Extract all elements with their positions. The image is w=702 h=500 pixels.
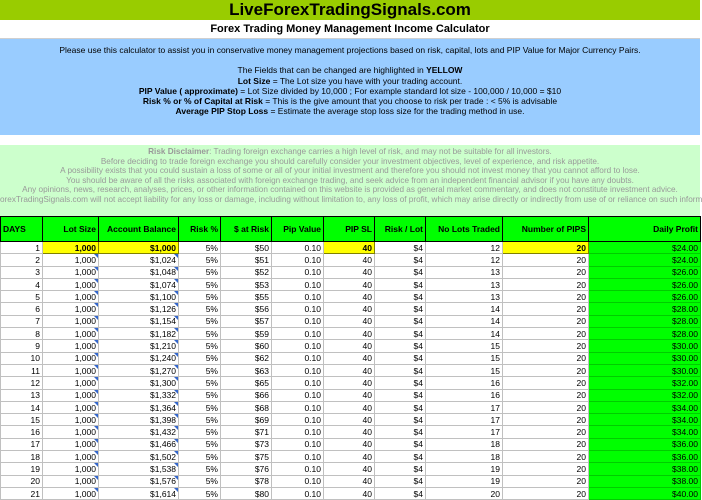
cell-dollars-at-risk: $56 bbox=[221, 303, 272, 315]
cell-dollars-at-risk: $68 bbox=[221, 401, 272, 413]
cell-dollars-at-risk: $51 bbox=[221, 254, 272, 266]
cell-account-balance: $1,240 bbox=[99, 352, 179, 364]
cell-number-of-pips: 20 bbox=[503, 254, 589, 266]
cell-daily-profit: $32.00 bbox=[589, 377, 701, 389]
cell-risk-per-lot: $4 bbox=[375, 475, 426, 487]
cell-number-of-pips: 20 bbox=[503, 377, 589, 389]
risk-explainer bbox=[0, 96, 700, 106]
cell-dollars-at-risk: $69 bbox=[221, 414, 272, 426]
disclaimer-line-3: A possibility exists that you could sustain a loss of some or all of your initial investment and therefore you should not invest money that you cannot afford to lose. bbox=[60, 166, 640, 176]
cell-risk-percent: 5% bbox=[179, 303, 221, 315]
cell-days: 15 bbox=[1, 414, 43, 426]
cell-account-balance: $1,126 bbox=[99, 303, 179, 315]
disclaimer-line-5: Any opinions, news, research, analyses, prices, or other information contained on this website is provided as general market commentary, and does not constitute investment advice. bbox=[22, 185, 678, 195]
cell-days: 2 bbox=[1, 254, 43, 266]
cell-risk-per-lot: $4 bbox=[375, 303, 426, 315]
cell-lots-traded: 16 bbox=[426, 389, 503, 401]
cell-number-of-pips: 20 bbox=[503, 291, 589, 303]
cell-days: 18 bbox=[1, 451, 43, 463]
table-row bbox=[1, 426, 701, 438]
cell-risk-per-lot: $4 bbox=[375, 414, 426, 426]
cell-dollars-at-risk: $73 bbox=[221, 438, 272, 450]
cell-account-balance: $1,182 bbox=[99, 328, 179, 340]
cell-lot-size: 1,000 bbox=[43, 266, 99, 278]
cell-pip-sl: 40 bbox=[324, 340, 375, 352]
cell-pip-value: 0.10 bbox=[272, 254, 324, 266]
cell-lot-size[interactable]: 1,000 bbox=[43, 242, 99, 254]
cell-number-of-pips: 20 bbox=[503, 266, 589, 278]
cell-pip-sl: 40 bbox=[324, 278, 375, 290]
header-days: DAYS bbox=[1, 217, 43, 242]
cell-account-balance: $1,048 bbox=[99, 266, 179, 278]
cell-dollars-at-risk: $66 bbox=[221, 389, 272, 401]
cell-risk-percent: 5% bbox=[179, 364, 221, 376]
cell-daily-profit: $34.00 bbox=[589, 401, 701, 413]
cell-account-balance: $1,210 bbox=[99, 340, 179, 352]
cell-risk-per-lot: $4 bbox=[375, 438, 426, 450]
cell-account-balance: $1,074 bbox=[99, 278, 179, 290]
cell-account-balance: $1,576 bbox=[99, 475, 179, 487]
cell-dollars-at-risk: $78 bbox=[221, 475, 272, 487]
table-row bbox=[1, 352, 701, 364]
cell-account-balance: $1,364 bbox=[99, 401, 179, 413]
cell-pip-sl: 40 bbox=[324, 254, 375, 266]
cell-daily-profit: $26.00 bbox=[589, 278, 701, 290]
cell-pip-sl: 40 bbox=[324, 487, 375, 499]
cell-days: 8 bbox=[1, 328, 43, 340]
cell-days: 19 bbox=[1, 463, 43, 475]
cell-lot-size: 1,000 bbox=[43, 315, 99, 327]
cell-lot-size: 1,000 bbox=[43, 377, 99, 389]
cell-daily-profit: $34.00 bbox=[589, 414, 701, 426]
cell-risk-percent: 5% bbox=[179, 278, 221, 290]
cell-pip-sl: 40 bbox=[324, 426, 375, 438]
cell-pip-sl: 40 bbox=[324, 291, 375, 303]
cell-days: 17 bbox=[1, 438, 43, 450]
table-row bbox=[1, 463, 701, 475]
cell-risk-percent: 5% bbox=[179, 340, 221, 352]
cell-account-balance: $1,300 bbox=[99, 377, 179, 389]
cell-dollars-at-risk: $76 bbox=[221, 463, 272, 475]
cell-risk-percent: 5% bbox=[179, 291, 221, 303]
cell-risk-percent: 5% bbox=[179, 266, 221, 278]
cell-pip-value: 0.10 bbox=[272, 278, 324, 290]
cell-risk-per-lot: $4 bbox=[375, 487, 426, 499]
table-row bbox=[1, 377, 701, 389]
table-row bbox=[1, 401, 701, 413]
cell-pip-value: 0.10 bbox=[272, 266, 324, 278]
cell-account-balance: $1,466 bbox=[99, 438, 179, 450]
cell-number-of-pips[interactable]: 20 bbox=[503, 242, 589, 254]
disclaimer-line-2: Before deciding to trade foreign exchange you should carefully consider your investment objectives, level of experience, and risk appetite. bbox=[100, 156, 600, 166]
cell-lot-size: 1,000 bbox=[43, 487, 99, 499]
cell-daily-profit: $24.00 bbox=[589, 254, 701, 266]
cell-lots-traded: 20 bbox=[426, 487, 503, 499]
stop-loss-explainer bbox=[0, 106, 700, 116]
site-title: LiveForexTradingSignals.com bbox=[229, 0, 471, 19]
cell-number-of-pips: 20 bbox=[503, 487, 589, 499]
cell-number-of-pips: 20 bbox=[503, 303, 589, 315]
cell-lot-size: 1,000 bbox=[43, 291, 99, 303]
cell-number-of-pips: 20 bbox=[503, 328, 589, 340]
cell-number-of-pips: 20 bbox=[503, 389, 589, 401]
table-row bbox=[1, 303, 701, 315]
cell-pip-value: 0.10 bbox=[272, 463, 324, 475]
cell-dollars-at-risk: $55 bbox=[221, 291, 272, 303]
cell-account-balance: $1,154 bbox=[99, 315, 179, 327]
cell-lots-traded: 15 bbox=[426, 340, 503, 352]
cell-number-of-pips: 20 bbox=[503, 451, 589, 463]
header-pip-value: Pip Value bbox=[272, 217, 324, 242]
cell-lots-traded: 17 bbox=[426, 414, 503, 426]
cell-risk-percent: 5% bbox=[179, 328, 221, 340]
cell-daily-profit: $30.00 bbox=[589, 340, 701, 352]
cell-pip-value: 0.10 bbox=[272, 426, 324, 438]
cell-pip-sl: 40 bbox=[324, 463, 375, 475]
table-row bbox=[1, 291, 701, 303]
cell-risk-percent: 5% bbox=[179, 438, 221, 450]
cell-dollars-at-risk: $50 bbox=[221, 242, 272, 254]
cell-number-of-pips: 20 bbox=[503, 475, 589, 487]
lot-size-label: Lot Size bbox=[237, 75, 271, 86]
cell-daily-profit: $30.00 bbox=[589, 352, 701, 364]
cell-days: 9 bbox=[1, 340, 43, 352]
cell-lot-size: 1,000 bbox=[43, 475, 99, 487]
cell-risk-per-lot: $4 bbox=[375, 278, 426, 290]
cell-days: 11 bbox=[1, 364, 43, 376]
cell-risk-per-lot: $4 bbox=[375, 426, 426, 438]
cell-risk-per-lot: $4 bbox=[375, 463, 426, 475]
cell-risk-per-lot: $4 bbox=[375, 377, 426, 389]
cell-risk-per-lot: $4 bbox=[375, 328, 426, 340]
cell-number-of-pips: 20 bbox=[503, 426, 589, 438]
cell-lot-size: 1,000 bbox=[43, 303, 99, 315]
cell-risk-per-lot: $4 bbox=[375, 401, 426, 413]
cell-pip-value: 0.10 bbox=[272, 340, 324, 352]
calculator-title-bar bbox=[0, 20, 700, 39]
risk-text: = This is the give amount that you choose to risk per trade : < 5% is advisable bbox=[262, 96, 558, 107]
cell-pip-sl: 40 bbox=[324, 389, 375, 401]
header-number-of-pips: Number of PIPS bbox=[503, 217, 589, 242]
table-row bbox=[1, 414, 701, 426]
cell-pip-sl: 40 bbox=[324, 438, 375, 450]
cell-account-balance: $1,398 bbox=[99, 414, 179, 426]
section-spacer bbox=[0, 135, 700, 145]
cell-pip-value: 0.10 bbox=[272, 438, 324, 450]
cell-risk-per-lot: $4 bbox=[375, 242, 426, 254]
cell-dollars-at-risk: $75 bbox=[221, 451, 272, 463]
cell-dollars-at-risk: $80 bbox=[221, 487, 272, 499]
cell-account-balance: $1,332 bbox=[99, 389, 179, 401]
cell-daily-profit: $34.00 bbox=[589, 426, 701, 438]
cell-lots-traded: 12 bbox=[426, 242, 503, 254]
pip-value-label: PIP Value ( approximate) bbox=[138, 85, 238, 96]
info-panel bbox=[0, 39, 700, 135]
cell-dollars-at-risk: $63 bbox=[221, 364, 272, 376]
cell-number-of-pips: 20 bbox=[503, 438, 589, 450]
cell-days: 1 bbox=[1, 242, 43, 254]
cell-lots-traded: 17 bbox=[426, 426, 503, 438]
cell-days: 6 bbox=[1, 303, 43, 315]
cell-days: 4 bbox=[1, 278, 43, 290]
fields-note bbox=[0, 65, 700, 75]
header-pip-sl: PIP SL bbox=[324, 217, 375, 242]
cell-pip-value: 0.10 bbox=[272, 414, 324, 426]
cell-daily-profit: $38.00 bbox=[589, 463, 701, 475]
site-title-banner bbox=[0, 0, 700, 20]
cell-risk-per-lot: $4 bbox=[375, 364, 426, 376]
cell-daily-profit: $28.00 bbox=[589, 328, 701, 340]
table-row bbox=[1, 278, 701, 290]
info-intro: Please use this calculator to assist you in conservative money management projections based on risk, capital, lots and PIP Value for Major Currency Pairs. bbox=[59, 45, 641, 55]
cell-lots-traded: 17 bbox=[426, 401, 503, 413]
cell-daily-profit: $36.00 bbox=[589, 438, 701, 450]
cell-pip-sl: 40 bbox=[324, 328, 375, 340]
cell-pip-sl: 40 bbox=[324, 364, 375, 376]
cell-risk-per-lot: $4 bbox=[375, 266, 426, 278]
calculator-title: Forex Trading Money Management Income Calculator bbox=[210, 23, 490, 35]
cell-risk-percent: 5% bbox=[179, 377, 221, 389]
cell-pip-sl[interactable]: 40 bbox=[324, 242, 375, 254]
cell-account-balance[interactable]: $1,000 bbox=[99, 242, 179, 254]
fields-note-word: YELLOW bbox=[426, 65, 463, 76]
cell-risk-per-lot: $4 bbox=[375, 315, 426, 327]
cell-pip-value: 0.10 bbox=[272, 475, 324, 487]
header-lots-traded: No Lots Traded bbox=[426, 217, 503, 242]
income-table bbox=[0, 216, 701, 500]
header-account-balance: Account Balance bbox=[99, 217, 179, 242]
cell-risk-percent: 5% bbox=[179, 463, 221, 475]
cell-risk-per-lot: $4 bbox=[375, 254, 426, 266]
cell-lot-size: 1,000 bbox=[43, 340, 99, 352]
table-row bbox=[1, 254, 701, 266]
cell-pip-value: 0.10 bbox=[272, 352, 324, 364]
cell-lot-size: 1,000 bbox=[43, 451, 99, 463]
cell-account-balance: $1,270 bbox=[99, 364, 179, 376]
cell-dollars-at-risk: $65 bbox=[221, 377, 272, 389]
cell-days: 14 bbox=[1, 401, 43, 413]
cell-lot-size: 1,000 bbox=[43, 389, 99, 401]
cell-number-of-pips: 20 bbox=[503, 401, 589, 413]
table-row bbox=[1, 315, 701, 327]
table-row bbox=[1, 266, 701, 278]
cell-account-balance: $1,614 bbox=[99, 487, 179, 499]
table-row bbox=[1, 340, 701, 352]
disclaimer-line-4: You should be aware of all the risks associated with foreign exchange trading, and seek advice from an independent financial advisor if you have any doubts. bbox=[66, 175, 634, 185]
header-lot-size: Lot Size bbox=[43, 217, 99, 242]
cell-lots-traded: 14 bbox=[426, 315, 503, 327]
cell-daily-profit: $38.00 bbox=[589, 475, 701, 487]
lot-size-text: = The Lot size you have with your trading account. bbox=[270, 75, 463, 86]
cell-dollars-at-risk: $57 bbox=[221, 315, 272, 327]
cell-lots-traded: 14 bbox=[426, 328, 503, 340]
cell-risk-per-lot: $4 bbox=[375, 389, 426, 401]
header-dollars-at-risk: $ at Risk bbox=[221, 217, 272, 242]
cell-pip-value: 0.10 bbox=[272, 315, 324, 327]
cell-lot-size: 1,000 bbox=[43, 328, 99, 340]
table-row bbox=[1, 475, 701, 487]
table-row bbox=[1, 328, 701, 340]
cell-pip-sl: 40 bbox=[324, 475, 375, 487]
cell-account-balance: $1,432 bbox=[99, 426, 179, 438]
cell-lots-traded: 18 bbox=[426, 438, 503, 450]
cell-lots-traded: 19 bbox=[426, 463, 503, 475]
disclaimer-line-1 bbox=[0, 147, 700, 157]
cell-pip-sl: 40 bbox=[324, 303, 375, 315]
cell-pip-sl: 40 bbox=[324, 401, 375, 413]
lot-size-explainer bbox=[0, 76, 700, 86]
cell-lots-traded: 13 bbox=[426, 266, 503, 278]
cell-pip-value: 0.10 bbox=[272, 377, 324, 389]
table-row bbox=[1, 451, 701, 463]
cell-lot-size: 1,000 bbox=[43, 426, 99, 438]
cell-pip-value: 0.10 bbox=[272, 303, 324, 315]
cell-risk-percent: 5% bbox=[179, 352, 221, 364]
cell-account-balance: $1,538 bbox=[99, 463, 179, 475]
header-daily-profit: Daily Profit bbox=[589, 217, 701, 242]
cell-account-balance: $1,100 bbox=[99, 291, 179, 303]
cell-days: 3 bbox=[1, 266, 43, 278]
fields-note-prefix: The Fields that can be changed are highlighted in bbox=[237, 65, 424, 76]
cell-risk-percent: 5% bbox=[179, 254, 221, 266]
table-header-row bbox=[1, 217, 701, 242]
cell-pip-value: 0.10 bbox=[272, 389, 324, 401]
cell-number-of-pips: 20 bbox=[503, 352, 589, 364]
cell-lots-traded: 15 bbox=[426, 364, 503, 376]
cell-dollars-at-risk: $53 bbox=[221, 278, 272, 290]
cell-daily-profit: $30.00 bbox=[589, 364, 701, 376]
cell-lot-size: 1,000 bbox=[43, 414, 99, 426]
cell-number-of-pips: 20 bbox=[503, 340, 589, 352]
header-risk-per-lot: Risk / Lot bbox=[375, 217, 426, 242]
cell-number-of-pips: 20 bbox=[503, 278, 589, 290]
pip-value-explainer bbox=[0, 86, 700, 96]
cell-daily-profit: $26.00 bbox=[589, 291, 701, 303]
cell-lot-size: 1,000 bbox=[43, 278, 99, 290]
cell-pip-value: 0.10 bbox=[272, 401, 324, 413]
cell-risk-percent: 5% bbox=[179, 242, 221, 254]
cell-days: 5 bbox=[1, 291, 43, 303]
cell-pip-sl: 40 bbox=[324, 377, 375, 389]
cell-pip-value: 0.10 bbox=[272, 291, 324, 303]
cell-days: 7 bbox=[1, 315, 43, 327]
cell-dollars-at-risk: $60 bbox=[221, 340, 272, 352]
cell-lot-size: 1,000 bbox=[43, 463, 99, 475]
cell-lots-traded: 12 bbox=[426, 254, 503, 266]
table-row bbox=[1, 242, 701, 254]
cell-pip-value: 0.10 bbox=[272, 364, 324, 376]
header-risk-percent: Risk % bbox=[179, 217, 221, 242]
cell-daily-profit: $36.00 bbox=[589, 451, 701, 463]
cell-number-of-pips: 20 bbox=[503, 364, 589, 376]
cell-lots-traded: 13 bbox=[426, 278, 503, 290]
cell-account-balance: $1,502 bbox=[99, 451, 179, 463]
stop-loss-text: = Estimate the average stop loss size for the trading method in use. bbox=[268, 106, 525, 117]
cell-risk-per-lot: $4 bbox=[375, 291, 426, 303]
cell-risk-per-lot: $4 bbox=[375, 451, 426, 463]
cell-lots-traded: 19 bbox=[426, 475, 503, 487]
cell-risk-percent: 5% bbox=[179, 475, 221, 487]
cell-daily-profit: $26.00 bbox=[589, 266, 701, 278]
cell-lots-traded: 14 bbox=[426, 303, 503, 315]
table-row bbox=[1, 389, 701, 401]
risk-label: Risk % or % of Capital at Risk bbox=[142, 96, 263, 107]
cell-risk-per-lot: $4 bbox=[375, 352, 426, 364]
cell-pip-value: 0.10 bbox=[272, 242, 324, 254]
cell-risk-per-lot: $4 bbox=[375, 340, 426, 352]
cell-days: 12 bbox=[1, 377, 43, 389]
cell-pip-value: 0.10 bbox=[272, 328, 324, 340]
cell-pip-value: 0.10 bbox=[272, 487, 324, 499]
cell-lot-size: 1,000 bbox=[43, 401, 99, 413]
cell-pip-sl: 40 bbox=[324, 352, 375, 364]
cell-account-balance: $1,024 bbox=[99, 254, 179, 266]
cell-pip-value: 0.10 bbox=[272, 451, 324, 463]
cell-risk-percent: 5% bbox=[179, 401, 221, 413]
cell-lot-size: 1,000 bbox=[43, 352, 99, 364]
cell-risk-percent: 5% bbox=[179, 414, 221, 426]
cell-pip-sl: 40 bbox=[324, 451, 375, 463]
cell-number-of-pips: 20 bbox=[503, 414, 589, 426]
cell-daily-profit: $32.00 bbox=[589, 389, 701, 401]
cell-number-of-pips: 20 bbox=[503, 315, 589, 327]
cell-lots-traded: 18 bbox=[426, 451, 503, 463]
cell-lot-size: 1,000 bbox=[43, 438, 99, 450]
calculator-grid bbox=[0, 216, 700, 499]
cell-risk-percent: 5% bbox=[179, 389, 221, 401]
cell-daily-profit: $28.00 bbox=[589, 303, 701, 315]
cell-pip-sl: 40 bbox=[324, 266, 375, 278]
cell-dollars-at-risk: $71 bbox=[221, 426, 272, 438]
cell-days: 10 bbox=[1, 352, 43, 364]
cell-days: 20 bbox=[1, 475, 43, 487]
cell-risk-percent: 5% bbox=[179, 315, 221, 327]
disclaimer-line-1-text: : Trading foreign exchange carries a high level of risk, and may not be suitable for all investors. bbox=[209, 147, 552, 156]
cell-dollars-at-risk: $59 bbox=[221, 328, 272, 340]
cell-number-of-pips: 20 bbox=[503, 463, 589, 475]
cell-lots-traded: 13 bbox=[426, 291, 503, 303]
cell-lot-size: 1,000 bbox=[43, 254, 99, 266]
cell-days: 16 bbox=[1, 426, 43, 438]
table-row bbox=[1, 364, 701, 376]
cell-pip-sl: 40 bbox=[324, 315, 375, 327]
cell-days: 21 bbox=[1, 487, 43, 499]
cell-lots-traded: 15 bbox=[426, 352, 503, 364]
cell-pip-sl: 40 bbox=[324, 414, 375, 426]
risk-disclaimer-panel bbox=[0, 145, 700, 216]
cell-lots-traded: 16 bbox=[426, 377, 503, 389]
cell-dollars-at-risk: $52 bbox=[221, 266, 272, 278]
pip-value-text: = Lot Size divided by 10,000 ; For example standard lot size - 100,000 / 10,000 = $10 bbox=[237, 85, 562, 96]
stop-loss-label: Average PIP Stop Loss bbox=[175, 106, 269, 117]
cell-daily-profit: $28.00 bbox=[589, 315, 701, 327]
table-body bbox=[1, 242, 701, 500]
disclaimer-line-6: orexTradingSignals.com will not accept liability for any loss or damage, including without limitation to, any loss of profit, which may arise directly or indirectly from use of or reliance on such inform bbox=[0, 194, 702, 204]
table-row bbox=[1, 438, 701, 450]
cell-risk-percent: 5% bbox=[179, 451, 221, 463]
cell-days: 13 bbox=[1, 389, 43, 401]
cell-daily-profit: $40.00 bbox=[589, 487, 701, 499]
cell-risk-percent: 5% bbox=[179, 426, 221, 438]
cell-dollars-at-risk: $62 bbox=[221, 352, 272, 364]
disclaimer-title: Risk Disclaimer bbox=[148, 147, 210, 156]
cell-lot-size: 1,000 bbox=[43, 364, 99, 376]
cell-risk-percent: 5% bbox=[179, 487, 221, 499]
table-row bbox=[1, 487, 701, 499]
cell-daily-profit: $24.00 bbox=[589, 242, 701, 254]
